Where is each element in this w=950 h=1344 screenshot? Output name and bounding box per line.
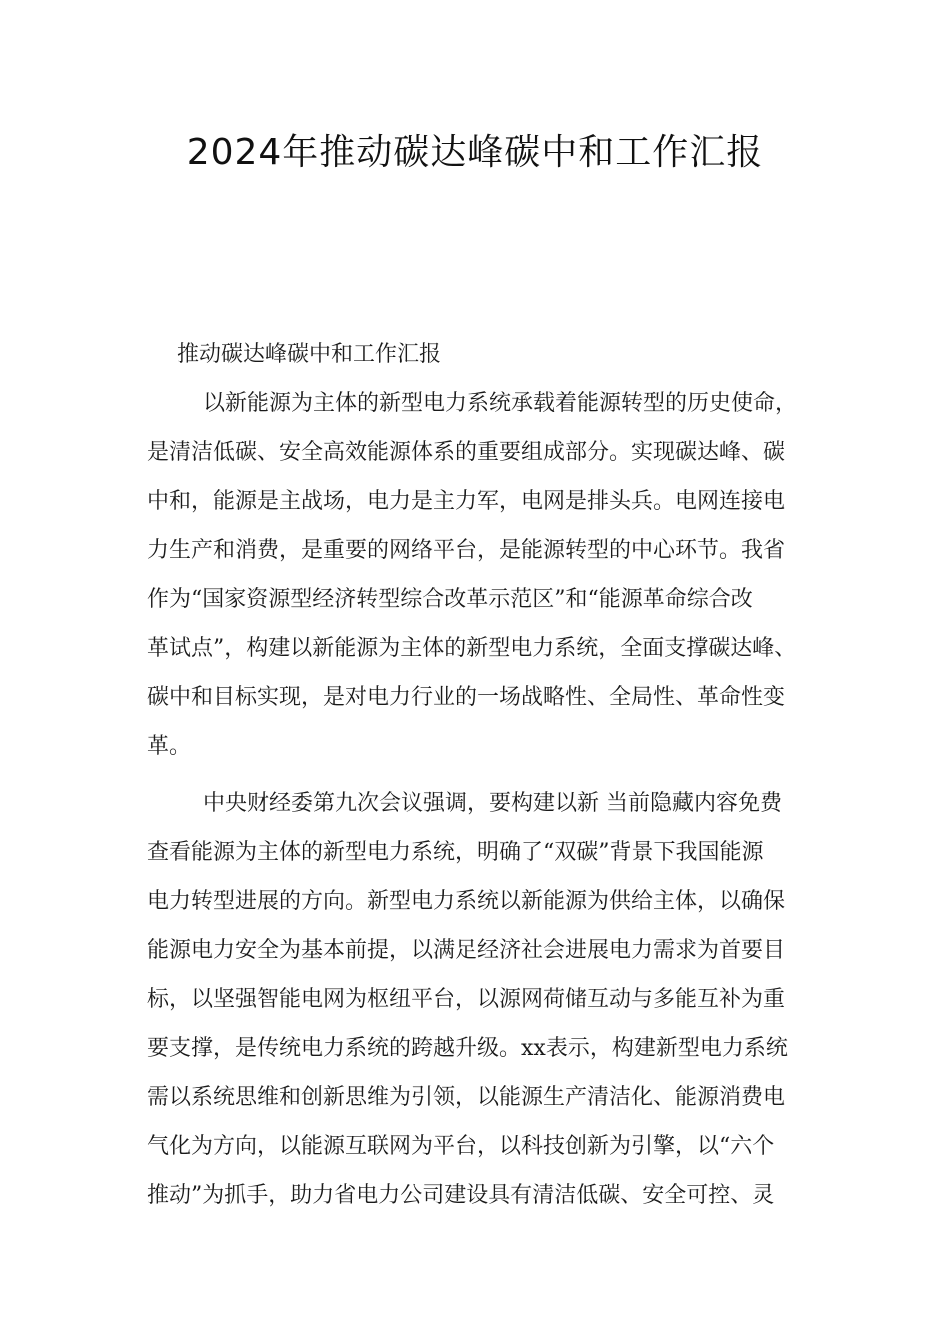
paragraph-line: 革试点”，构建以新能源为主体的新型电力系统，全面支撑碳达峰、 [147, 636, 797, 661]
paragraph-line: 标，以坚强智能电网为枢纽平台，以源网荷储互动与多能互补为重 [147, 987, 786, 1012]
paragraph-line: 查看能源为主体的新型电力系统，明确了“双碳”背景下我国能源 [147, 840, 764, 865]
paragraph-line: 电力转型进展的方向。新型电力系统以新能源为供给主体，以确保 [147, 889, 786, 914]
paragraph-spacer [147, 771, 827, 779]
paragraph-line: 力生产和消费，是重要的网络平台，是能源转型的中心环节。我省 [147, 538, 786, 563]
document-title: 2024年推动碳达峰碳中和工作汇报 [186, 132, 764, 173]
paragraph-1 [147, 379, 827, 771]
paragraph-line: 能源电力安全为基本前提，以满足经济社会进展电力需求为首要目 [147, 938, 786, 963]
paragraph-line: 革。 [147, 734, 192, 759]
paragraph-line: 以新能源为主体的新型电力系统承载着能源转型的历史使命， [203, 391, 798, 416]
paragraph-2 [147, 779, 827, 1220]
paragraph-line: 气化为方向，以能源互联网为平台，以科技创新为引擎，以“六个 [147, 1134, 775, 1159]
paragraph-line: 中央财经委第九次会议强调，要构建以新 当前隐藏内容免费 [203, 791, 782, 816]
paragraph-line: 需以系统思维和创新思维为引领，以能源生产清洁化、能源消费电 [147, 1085, 786, 1110]
paragraph-line: 要支撑，是传统电力系统的跨越升级。xx表示，构建新型电力系统 [147, 1036, 788, 1061]
document-body [147, 330, 827, 1220]
paragraph-line: 作为“国家资源型经济转型综合改革示范区”和“能源革命综合改 [147, 587, 753, 612]
paragraph-line: 是清洁低碳、安全高效能源体系的重要组成部分。实现碳达峰、碳 [147, 440, 786, 465]
paragraph-line: 中和，能源是主战场，电力是主力军，电网是排头兵。电网连接电 [147, 489, 786, 514]
paragraph-line: 推动”为抓手，助力省电力公司建设具有清洁低碳、安全可控、灵 [147, 1183, 775, 1208]
paragraph-line: 碳中和目标实现，是对电力行业的一场战略性、全局性、革命性变 [147, 685, 786, 710]
document-subtitle: 推动碳达峰碳中和工作汇报 [177, 342, 442, 367]
